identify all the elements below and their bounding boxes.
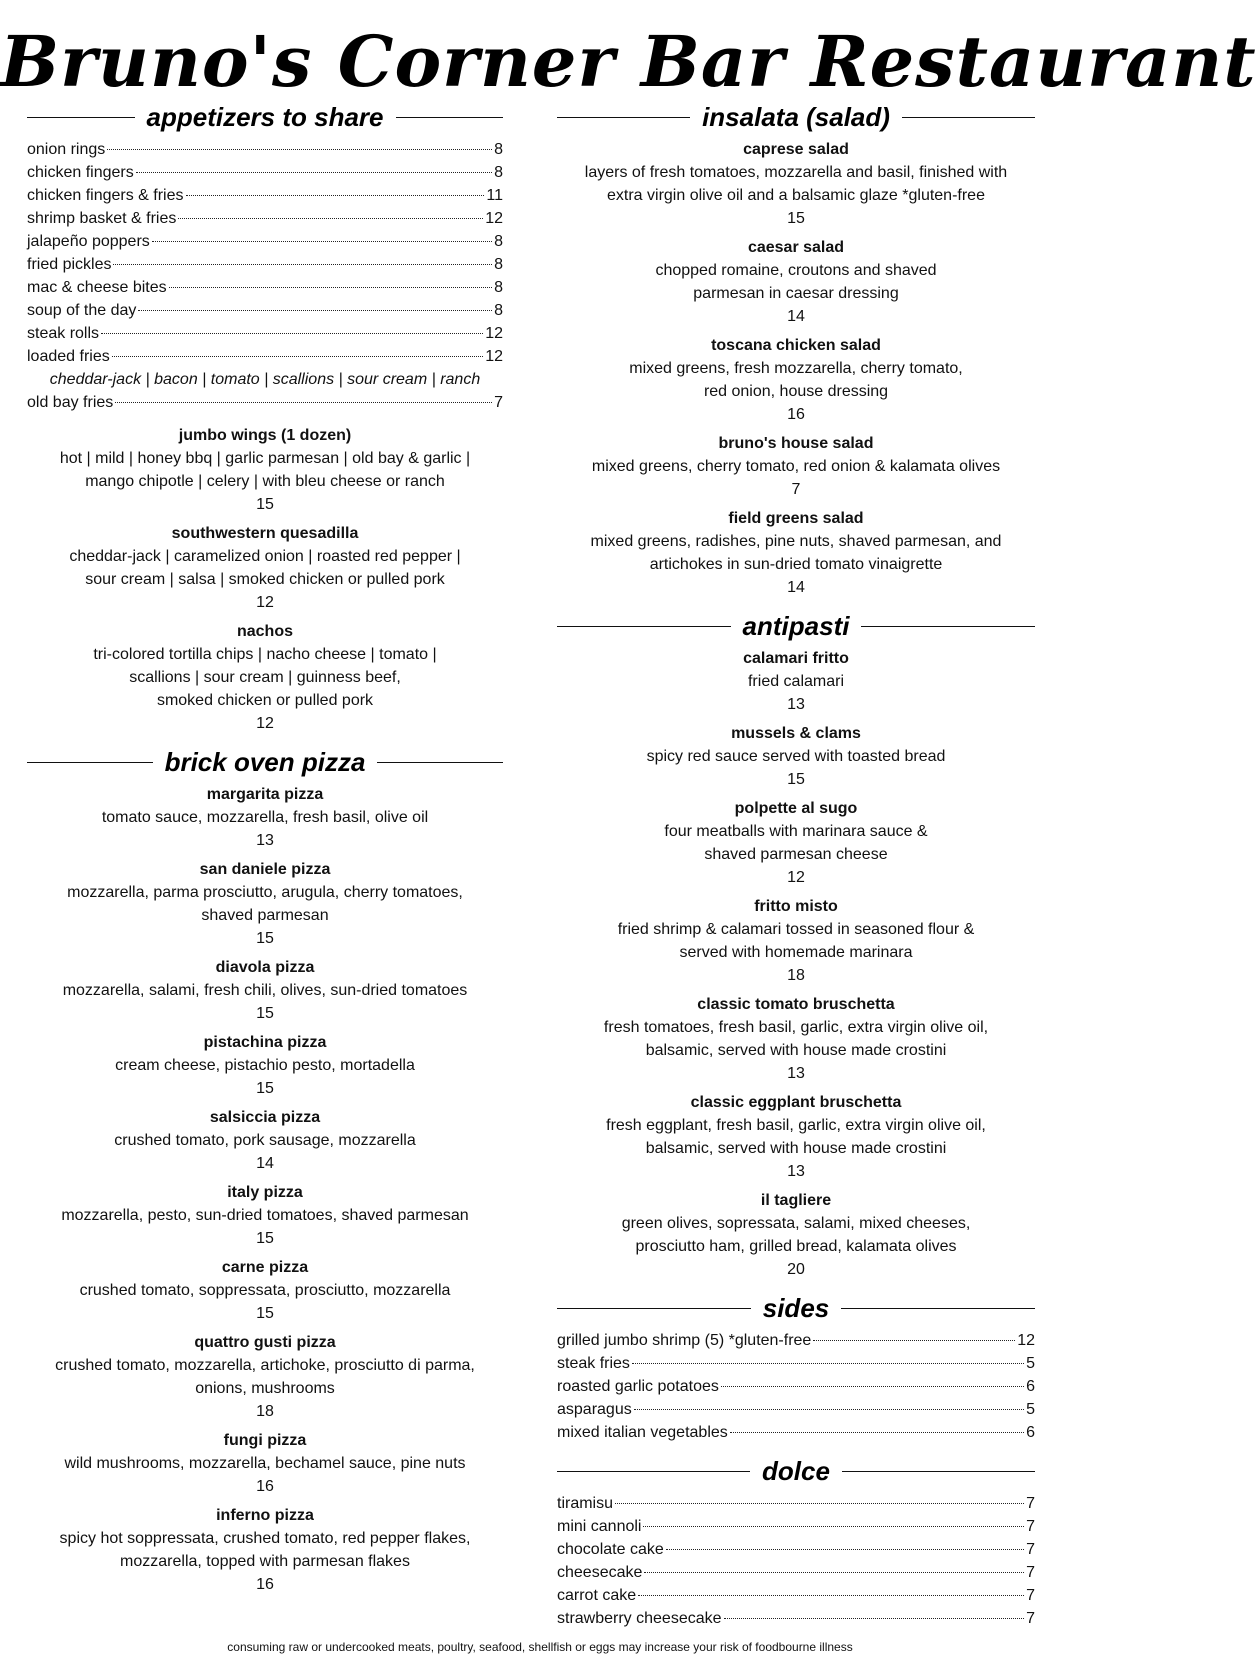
heading-rule [557, 1471, 750, 1472]
menu-row: tiramisu 7 [557, 1495, 1035, 1512]
menu-row: grilled jumbo shrimp (5) *gluten-free 12 [557, 1332, 1035, 1349]
heading-rule [27, 117, 135, 118]
right-column [557, 100, 1035, 1630]
menu-row: mixed italian vegetables 6 [557, 1424, 1035, 1441]
dolce-list [557, 1492, 1035, 1630]
left-column [27, 100, 503, 1596]
menu-item: margarita pizza tomato sauce, mozzarella, fresh basil, olive oil 13 [101, 786, 429, 849]
menu-item: nachos tri-colored tortilla chips | nacho cheese | tomato | scallions | sour cream | guinness beef, smoked chicken or pulled pork 12 [93, 623, 437, 732]
menu-item: italy pizza mozzarella, pesto, sun-dried tomatoes, shaved parmesan 15 [61, 1184, 469, 1247]
menu-item: jumbo wings (1 dozen) hot | mild | honey bbq | garlic parmesan | old bay & garlic | mango chipotle | celery | with bleu cheese or ranch 15 [59, 427, 471, 513]
menu-item: carne pizza crushed tomato, soppressata, prosciutto, mozzarella 15 [79, 1259, 451, 1322]
menu-row: carrot cake 7 [557, 1587, 1035, 1604]
menu-item: field greens salad mixed greens, radishes, pine nuts, shaved parmesan, and artichokes in sun-dried tomato vinaigrette 14 [590, 510, 1002, 596]
restaurant-title: Bruno's Corner Bar Restaurant [0, 20, 1257, 103]
menu-item: calamari fritto fried calamari 13 [743, 650, 849, 713]
menu-row: mac & cheese bites 8 [27, 279, 503, 296]
antipasti-heading: antipasti [557, 609, 1035, 643]
menu-item: caesar salad chopped romaine, croutons and shaved parmesan in caesar dressing 14 [655, 239, 937, 325]
heading-rule [902, 117, 1035, 118]
menu-item: pistachina pizza cream cheese, pistachio pesto, mortadella 15 [115, 1034, 415, 1097]
menu-item: caprese salad layers of fresh tomatoes, mozzarella and basil, finished with extra virgin olive oil and a balsamic glaze *gluten-free 15 [584, 141, 1008, 227]
appetizers-list [27, 138, 503, 414]
heading-rule [557, 1308, 751, 1309]
appetizers-heading: appetizers to share [27, 100, 503, 134]
salad-heading: insalata (salad) [557, 100, 1035, 134]
dolce-heading: dolce [557, 1454, 1035, 1488]
menu-row: loaded fries 12 [27, 348, 503, 365]
health-disclaimer: consuming raw or undercooked meats, poultry, seafood, shellfish or eggs may increase your risk of foodbourne illness [227, 1640, 853, 1654]
sides-heading: sides [557, 1291, 1035, 1325]
menu-row: mini cannoli 7 [557, 1518, 1035, 1535]
menu-item: toscana chicken salad mixed greens, fresh mozzarella, cherry tomato, red onion, house dressing 16 [629, 337, 963, 423]
menu-row: steak fries 5 [557, 1355, 1035, 1372]
menu-row: soup of the day 8 [27, 302, 503, 319]
heading-rule [861, 626, 1035, 627]
heading-rule [841, 1308, 1035, 1309]
menu-item: san daniele pizza mozzarella, parma prosciutto, arugula, cherry tomatoes, shaved parmesan 15 [67, 861, 463, 947]
menu-row: asparagus 5 [557, 1401, 1035, 1418]
menu-row: roasted garlic potatoes 6 [557, 1378, 1035, 1395]
menu-row: fried pickles 8 [27, 256, 503, 273]
menu-item: fritto misto fried shrimp & calamari tossed in seasoned flour & served with homemade marinara 18 [617, 898, 975, 984]
menu-item: mussels & clams spicy red sauce served with toasted bread 15 [646, 725, 946, 788]
menu-row: old bay fries 7 [27, 394, 503, 411]
menu-item: southwestern quesadilla cheddar-jack | caramelized onion | roasted red pepper | sour cream | salsa | smoked chicken or pulled pork 12 [69, 525, 461, 611]
menu-item: inferno pizza spicy hot soppressata, crushed tomato, red pepper flakes, mozzarella, topped with parmesan flakes 16 [59, 1507, 471, 1593]
menu-row: steak rolls 12 [27, 325, 503, 342]
menu-row: chicken fingers 8 [27, 164, 503, 181]
heading-rule [377, 762, 503, 763]
pizza-heading: brick oven pizza [27, 745, 503, 779]
menu-row: chicken fingers & fries 11 [27, 187, 503, 204]
menu-row: cheesecake 7 [557, 1564, 1035, 1581]
menu-row: onion rings 8 [27, 141, 503, 158]
menu-item: classic tomato bruschetta fresh tomatoes, fresh basil, garlic, extra virgin olive oil, balsamic, served with house made crostini 13 [603, 996, 989, 1082]
heading-rule [27, 762, 153, 763]
menu-row: shrimp basket & fries 12 [27, 210, 503, 227]
menu-row: strawberry cheesecake 7 [557, 1610, 1035, 1627]
heading-rule [557, 626, 731, 627]
heading-rule [842, 1471, 1035, 1472]
sides-list [557, 1329, 1035, 1444]
menu-row: chocolate cake 7 [557, 1541, 1035, 1558]
menu-item: classic eggplant bruschetta fresh eggplant, fresh basil, garlic, extra virgin olive oil, balsamic, served with house made crostini 13 [606, 1094, 986, 1180]
loaded-fries-toppings: cheddar-jack | bacon | tomato | scallions | sour cream | ranch [49, 371, 481, 388]
menu-item: quattro gusti pizza crushed tomato, mozzarella, artichoke, prosciutto di parma, onions, mushrooms 18 [55, 1334, 475, 1420]
menu-item: polpette al sugo four meatballs with marinara sauce & shaved parmesan cheese 12 [664, 800, 928, 886]
menu-item: diavola pizza mozzarella, salami, fresh chili, olives, sun-dried tomatoes 15 [62, 959, 468, 1022]
heading-rule [396, 117, 504, 118]
menu-item: fungi pizza wild mushrooms, mozzarella, bechamel sauce, pine nuts 16 [64, 1432, 466, 1495]
heading-rule [557, 117, 690, 118]
menu-item: bruno's house salad mixed greens, cherry tomato, red onion & kalamata olives 7 [591, 435, 1001, 498]
menu-item: salsiccia pizza crushed tomato, pork sausage, mozzarella 14 [114, 1109, 416, 1172]
menu-row: jalapeño poppers 8 [27, 233, 503, 250]
menu-item: il tagliere green olives, sopressata, salami, mixed cheeses, prosciutto ham, grilled bread, kalamata olives 20 [621, 1192, 971, 1278]
